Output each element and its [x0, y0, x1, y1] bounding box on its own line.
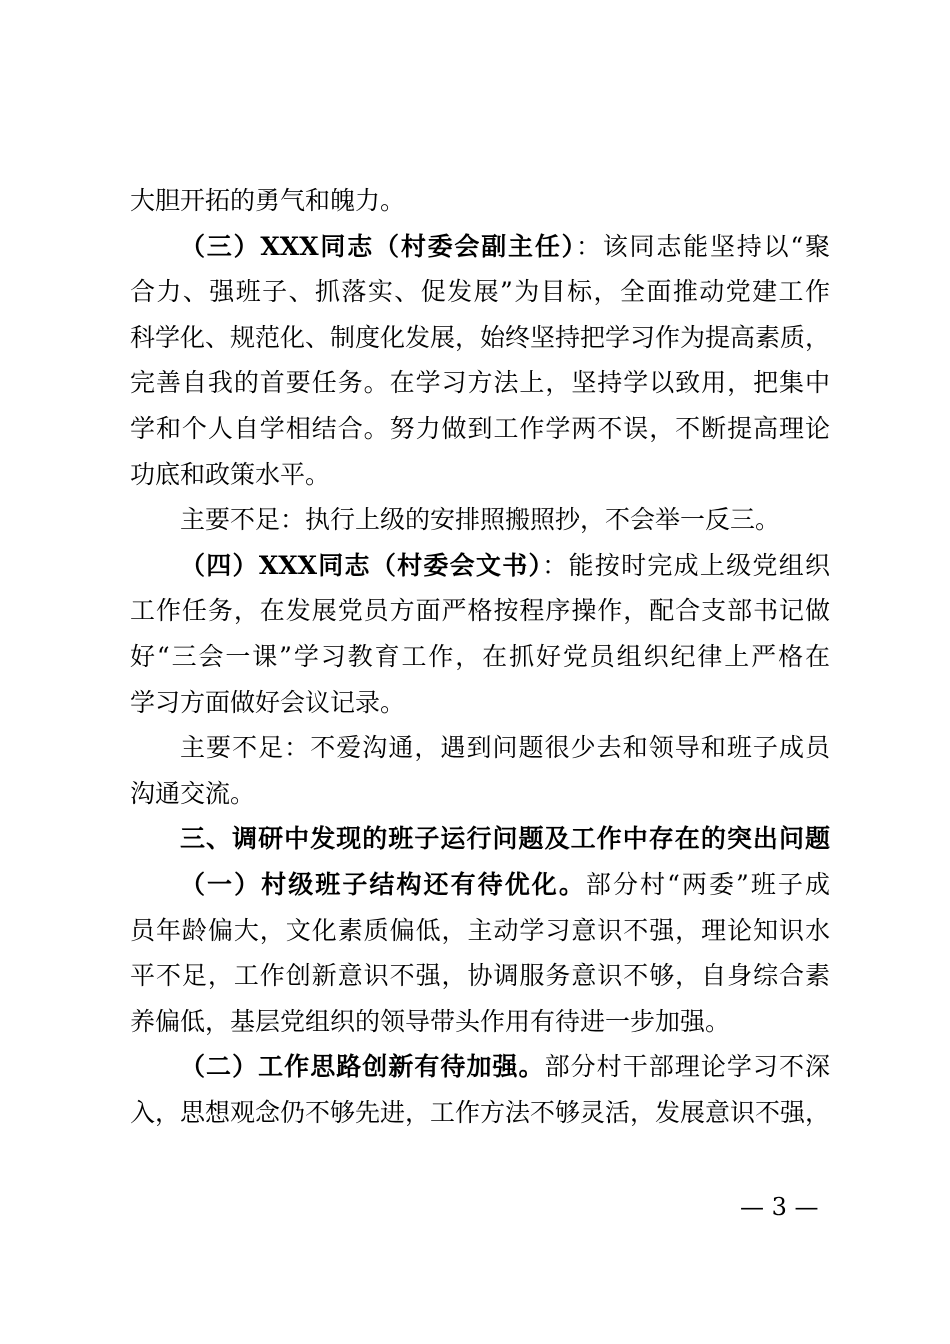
paragraph-lead-text: ：该同志能坚持以“聚	[575, 231, 830, 261]
paragraph-line: 大胆开拓的勇气和魄力。	[130, 186, 406, 215]
paragraph-lead-text: 部分村干部理论学习不深	[544, 1052, 830, 1082]
paragraph-line: 学习方面做好会议记录。	[130, 687, 406, 717]
paragraph-line: 入，思想观念仍不够先进，工作方法不够灵活，发展意识不强，	[130, 1097, 831, 1127]
paragraph-line: 工作任务，在发展党员方面严格按程序操作，配合支部书记做	[130, 596, 830, 626]
paragraph-line	[130, 862, 830, 908]
paragraph-line: 完善自我的首要任务。在学习方法上，坚持学以致用，把集中	[130, 368, 830, 398]
paragraph-line: 主要不足：执行上级的安排照搬照抄，不会举一反三。	[180, 505, 781, 535]
paragraph-lead-heading: （二）工作思路创新有待加强。	[180, 1052, 545, 1082]
paragraph-line: 合力、强班子、抓落实、促发展”为目标，全面推动党建工作	[130, 277, 830, 307]
paragraph-lead-text: ：能按时完成上级党组织	[542, 550, 830, 580]
document-body	[130, 178, 830, 1135]
paragraph-line: 功底和政策水平。	[130, 459, 331, 489]
paragraph-line: 学和个人自学相结合。努力做到工作学两不误，不断提高理论	[130, 413, 830, 443]
page-number: — 3 —	[740, 1193, 819, 1221]
paragraph-line	[130, 543, 830, 589]
paragraph-line: 养偏低，基层党组织的领导带头作用有待进一步加强。	[130, 1006, 731, 1036]
paragraph-line	[130, 224, 830, 270]
paragraph-line: 科学化、规范化、制度化发展，始终坚持把学习作为提高素质，	[130, 322, 831, 352]
paragraph-lead-heading: （四）XXX同志（村委会文书）	[180, 550, 543, 580]
paragraph-line: 好“三会一课”学习教育工作，在抓好党员组织纪律上严格在	[130, 641, 830, 671]
paragraph-lead-heading: （一）村级班子结构还有待优化。	[180, 869, 586, 899]
paragraph-line: 员年龄偏大，文化素质偏低，主动学习意识不强，理论知识水	[130, 915, 830, 945]
paragraph-lead-text: 部分村“两委”班子成	[585, 869, 830, 899]
paragraph-line: 沟通交流。	[130, 778, 256, 808]
section-heading: 三、调研中发现的班子运行问题及工作中存在的突出问题	[180, 824, 830, 854]
paragraph-line: 主要不足：不爱沟通，遇到问题很少去和领导和班子成员	[180, 733, 830, 763]
paragraph-line: 平不足，工作创新意识不强，协调服务意识不够，自身综合素	[130, 961, 830, 991]
paragraph-lead-heading: （三）XXX同志（村委会副主任）	[180, 231, 576, 261]
paragraph-line	[130, 1044, 830, 1090]
